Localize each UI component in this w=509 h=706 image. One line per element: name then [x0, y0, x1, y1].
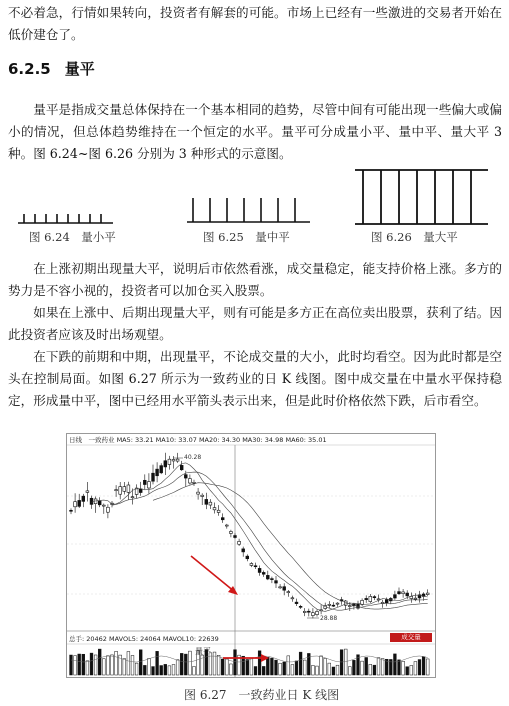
candle-body — [127, 485, 130, 492]
volume-bar — [312, 665, 315, 675]
volume-bar — [262, 666, 265, 675]
candle-body — [385, 600, 388, 603]
volume-bar — [221, 659, 224, 675]
candle-body — [102, 505, 105, 506]
ma-line — [112, 472, 428, 610]
volume-bar — [152, 667, 155, 675]
volume-bar — [316, 666, 319, 675]
figure-6-24-small-flat — [18, 214, 113, 223]
volume-bar — [82, 654, 85, 675]
fig26-caption: 图 6.26 量大平 — [371, 230, 458, 244]
volume-bar — [332, 667, 335, 675]
candle-body — [283, 587, 286, 591]
volume-bar — [254, 667, 257, 675]
paragraph-top: 不必着急，行情如果转向，投资者有解套的可能。市场上已经有一些激进的交易者开始在低价建仓了。 — [8, 5, 502, 42]
volume-bar — [135, 663, 138, 675]
volume-bar — [131, 655, 134, 675]
volume-bar — [213, 652, 216, 675]
volume-bars — [70, 649, 429, 675]
volume-bar — [94, 655, 97, 675]
figure-6-25-medium-flat — [187, 198, 310, 222]
volume-bar — [365, 657, 368, 675]
volume-bar — [246, 659, 249, 675]
volume-header: 总手: 20462 MAVOL5: 24064 MAVOL10: 22639 — [69, 635, 219, 643]
candle-body — [184, 475, 187, 478]
volume-bar — [115, 651, 118, 675]
candle-body — [148, 482, 151, 488]
candle-body — [156, 469, 159, 476]
candle-body — [82, 496, 85, 501]
volume-bar — [217, 655, 220, 675]
candle-body — [369, 596, 372, 601]
volume-bar — [328, 663, 331, 675]
candle-body — [336, 603, 339, 604]
candle-body — [398, 592, 401, 594]
candle-body — [258, 568, 261, 572]
volume-bar — [176, 660, 179, 675]
candle-body — [254, 566, 257, 567]
volume-bar — [377, 658, 380, 675]
candle-body — [152, 473, 155, 481]
candle-body — [205, 499, 208, 504]
volume-bar — [172, 665, 175, 675]
candle-body — [160, 466, 163, 473]
volume-bar — [303, 660, 306, 675]
volume-bar — [422, 657, 425, 675]
paragraph-intro: 量平是指成交量总体保持在一个基本相同的趋势，尽管中间有可能出现一些偏大或偏小的情况，但总体趋势维持在一个恒定的水平。量平可分成量小平、量中平、量大平 3 种。图 6.24~图 6.26 分别为 3 种形式的示意图。 — [8, 102, 502, 161]
downtrend-arrow — [191, 556, 238, 595]
volume-bar — [410, 665, 413, 675]
figure-6-26-large-flat — [355, 170, 488, 224]
candle-body — [328, 604, 331, 605]
volume-bar — [402, 661, 405, 675]
volume-bar — [180, 653, 183, 675]
high-price-label: 40.28 — [184, 454, 202, 461]
candle-body — [193, 482, 196, 483]
candle-body — [250, 563, 253, 565]
fig24-caption: 图 6.24 量小平 — [29, 230, 116, 244]
candle-body — [275, 581, 278, 583]
volume-bar — [74, 656, 77, 675]
volume-bar — [107, 656, 110, 675]
candle-body — [70, 510, 73, 511]
candle-body — [234, 536, 237, 538]
candle-body — [119, 487, 122, 495]
volume-bar — [361, 661, 364, 675]
volume-bar — [234, 650, 237, 675]
flat-volume-annotation: 量平 — [195, 647, 211, 656]
volume-bar — [164, 664, 167, 675]
candle-body — [98, 501, 101, 505]
volume-bar — [168, 666, 171, 675]
kline-chart — [66, 433, 436, 678]
candle-body — [213, 508, 216, 510]
candle-body — [131, 497, 134, 498]
candle-body — [168, 459, 171, 464]
candle-body — [414, 598, 417, 599]
volume-bar — [143, 665, 146, 675]
candle-body — [348, 606, 351, 607]
volume-bar — [426, 659, 429, 675]
candle-body — [90, 498, 93, 504]
volume-bar — [225, 659, 228, 675]
candle-body — [303, 611, 306, 612]
volume-bar — [353, 660, 356, 675]
candle-body — [176, 459, 179, 461]
volume-bar — [283, 662, 286, 675]
paragraph-uptrend-late: 如果在上涨中、后期出现量大平，则有可能是多方正在高位卖出股票，获利了结。因此投资者应该及时出场观望。 — [8, 305, 502, 342]
volume-bar — [381, 659, 384, 675]
candle-body — [426, 593, 429, 594]
volume-bar — [275, 660, 278, 675]
candle-body — [201, 495, 204, 496]
volume-bar — [279, 663, 282, 675]
moving-average-lines — [92, 463, 428, 612]
candle-body — [312, 613, 315, 616]
volume-bar — [344, 649, 347, 675]
candle-body — [143, 480, 146, 484]
volume-bar — [90, 653, 93, 675]
candle-body — [107, 507, 110, 512]
volume-bar — [299, 652, 302, 675]
candle-body — [271, 579, 274, 580]
volume-bar — [348, 667, 351, 675]
candle-body — [307, 611, 310, 612]
ma-line — [92, 463, 428, 612]
volume-schematics — [0, 0, 509, 250]
candle-body — [74, 502, 77, 507]
candle-body — [291, 598, 294, 599]
volume-bar — [123, 659, 126, 675]
candle-body — [279, 587, 282, 588]
volume-bar — [127, 652, 130, 675]
candle-body — [316, 611, 319, 614]
candle-body — [115, 490, 118, 491]
paragraph-downtrend: 在下跌的前期和中期，出现量平，不论成交量的大小，此时均看空。因为此时都是空头在控制局面。如图 6.27 所示为一致药业的日 K 线图。图中成交量在中量水平保持稳定，形成量中平，图中已经用水平箭头表示出来，但是此时价格依然下跌，后市看空。 — [8, 349, 502, 408]
candle-body — [225, 525, 228, 526]
volume-bar — [70, 655, 73, 675]
low-price-label: 28.88 — [320, 615, 338, 622]
volume-bar — [156, 651, 159, 675]
chart-header: 日线 一致药业 MA5: 33.21 MA10: 33.07 MA20: 34.30 MA30: 34.98 MA60: 35.01 — [69, 436, 327, 444]
volume-bar — [139, 650, 142, 675]
candle-body — [242, 549, 245, 552]
candle-body — [262, 572, 265, 574]
volume-bar — [287, 656, 290, 675]
candle-body — [139, 489, 142, 493]
volume-bar — [193, 666, 196, 675]
candle-body — [123, 487, 126, 492]
fig25-caption: 图 6.25 量中平 — [203, 230, 290, 244]
candle-body — [172, 459, 175, 461]
volume-bar — [394, 654, 397, 675]
fig27-caption: 图 6.27 一致药业日 K 线图 — [184, 688, 340, 702]
volume-bar — [189, 651, 192, 675]
volume-bar — [111, 655, 114, 675]
candle-body — [209, 502, 212, 505]
volume-bar — [291, 665, 294, 675]
volume-bar — [266, 657, 269, 675]
candle-body — [295, 602, 298, 604]
candle-body — [230, 531, 233, 533]
volume-bar — [336, 665, 339, 675]
volume-bar — [86, 661, 89, 675]
candle-body — [78, 500, 81, 506]
volume-bar — [250, 658, 253, 675]
candle-body — [238, 541, 241, 544]
volume-bar — [369, 664, 372, 675]
candle-body — [221, 518, 224, 520]
paragraph-uptrend-early: 在上涨初期出现量大平，说明后市依然看涨，成交量稳定，能支持价格上涨。多方的势力是不容小视的，投资者可以加仓买入股票。 — [8, 261, 502, 298]
volume-bar — [271, 658, 274, 675]
candle-body — [164, 461, 167, 467]
ma-line — [153, 483, 428, 609]
candle-body — [217, 510, 220, 512]
volume-bar — [102, 659, 105, 675]
candle-body — [266, 575, 269, 579]
candle-body — [287, 592, 290, 593]
section-number: 6.2.5 — [8, 60, 51, 78]
volume-bar — [414, 662, 417, 675]
candle-body — [332, 605, 335, 606]
candle-body — [394, 595, 397, 598]
candle-body — [86, 491, 89, 493]
volume-bar — [406, 667, 409, 675]
volume-bar — [398, 660, 401, 675]
candle-body — [180, 465, 183, 469]
volume-bar — [98, 649, 101, 675]
candle-body — [246, 556, 249, 559]
candle-body — [406, 593, 409, 596]
candlesticks — [70, 453, 429, 619]
volume-indicator-button[interactable]: 成交量 — [390, 633, 432, 642]
volume-bar — [324, 658, 327, 675]
candle-body — [402, 592, 405, 594]
volume-bar — [242, 656, 245, 675]
candle-body — [373, 597, 376, 598]
volume-bar — [320, 656, 323, 675]
candle-body — [365, 598, 368, 599]
volume-bar — [418, 660, 421, 675]
candle-body — [189, 479, 192, 483]
candle-body — [197, 492, 200, 494]
volume-bar — [184, 654, 187, 675]
volume-bar — [78, 654, 81, 675]
volume-bar — [230, 664, 233, 675]
candle-body — [299, 606, 302, 607]
section-title: 量平 — [64, 60, 95, 78]
volume-bar — [295, 661, 298, 675]
volume-bar — [148, 659, 151, 675]
volume-bar — [373, 665, 376, 675]
volume-bar — [340, 650, 343, 675]
volume-bar — [258, 651, 261, 675]
volume-bar — [160, 666, 163, 675]
